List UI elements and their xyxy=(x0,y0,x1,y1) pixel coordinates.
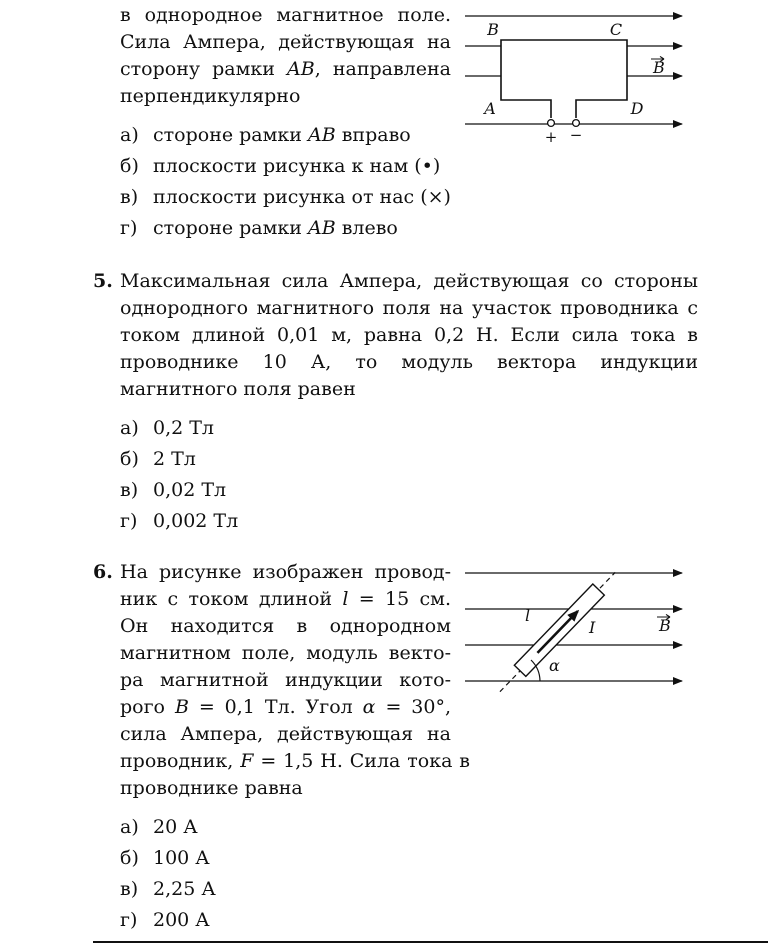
question-5 xyxy=(93,268,698,535)
corner-label-D: D xyxy=(630,99,644,118)
option-row-a xyxy=(120,122,451,149)
option-row-a xyxy=(120,415,698,442)
option-text: 20 А xyxy=(153,816,198,838)
conductor-in-field-diagram xyxy=(463,561,698,721)
option-row-b xyxy=(120,845,698,872)
question-body: На рисунке изображен проводник с током длиной l = 15 см. Он находится в однородном магнитном поле, модуль вектора магнитной индукции которого B = 0,1 Тл. Угол α = 30°, сила Ампера, действующая на проводник, F = 1,5 Н. Сила тока в проводнике равна xyxy=(120,561,470,799)
option-letter: г) xyxy=(120,217,138,239)
option-text: 2 Тл xyxy=(153,448,196,470)
question-6-text xyxy=(93,559,470,802)
option-row-g xyxy=(120,215,698,242)
option-letter: г) xyxy=(120,510,138,532)
terminal-plus-circle xyxy=(548,120,555,127)
question-body: Максимальная сила Ампера, действующая со стороны однородного магнитного поля на участок проводника с током длиной 0,01 м, равна 0,2 Н. Если сила тока в проводнике 10 А, то модуль вектора индукции магнитного поля равен xyxy=(120,270,698,400)
option-letter: в) xyxy=(120,878,139,900)
plus-sign: + xyxy=(544,128,558,146)
question-4-continuation xyxy=(93,2,698,242)
option-text: плоскости рисунка от нас (×) xyxy=(153,186,451,208)
figure-frame-in-field xyxy=(463,4,698,156)
corner-label-B: B xyxy=(487,20,499,39)
current-label: I xyxy=(589,618,596,637)
frame-interior xyxy=(501,40,627,100)
option-text: 100 А xyxy=(153,847,210,869)
option-letter: а) xyxy=(120,124,139,146)
option-text: стороне рамки AB вправо xyxy=(153,124,411,146)
question-6-options xyxy=(120,814,698,934)
frame-in-field-diagram xyxy=(463,4,698,156)
minus-sign: − xyxy=(569,126,583,144)
angle-label: α xyxy=(549,656,560,675)
question-number: 5. xyxy=(93,270,113,292)
option-letter: а) xyxy=(120,417,139,439)
option-letter: б) xyxy=(120,155,139,177)
option-letter: б) xyxy=(120,448,139,470)
question-4-text: в однородное магнитное поле. Сила Ампера, действующая на сторону рамки AB, направлена перпендикулярно xyxy=(120,4,451,107)
option-text: 200 А xyxy=(153,909,210,931)
option-text: 2,25 А xyxy=(153,878,216,900)
option-text: 0,2 Тл xyxy=(153,417,214,439)
option-row-v xyxy=(120,876,698,903)
page-bottom-rule xyxy=(93,941,768,943)
option-row-b xyxy=(120,153,451,180)
option-letter: в) xyxy=(120,186,139,208)
option-text: стороне рамки AB влево xyxy=(153,217,398,239)
corner-label-A: A xyxy=(484,99,496,118)
question-5-text xyxy=(93,268,698,403)
figure-conductor-in-field xyxy=(463,561,698,721)
question-6 xyxy=(93,559,698,934)
option-row-v xyxy=(120,477,698,504)
field-vector-label: B xyxy=(653,58,665,77)
option-row-b xyxy=(120,446,698,473)
option-text: 0,002 Тл xyxy=(153,510,239,532)
option-row-g xyxy=(120,508,698,535)
option-row-v xyxy=(120,184,698,211)
question-number: 6. xyxy=(93,561,113,583)
option-letter: б) xyxy=(120,847,139,869)
option-row-a xyxy=(120,814,698,841)
question-5-options xyxy=(120,415,698,535)
corner-label-C: C xyxy=(609,20,623,39)
option-letter: а) xyxy=(120,816,139,838)
field-vector-label: B xyxy=(659,616,671,635)
current-arrow xyxy=(537,611,577,653)
option-row-g xyxy=(120,907,698,934)
conductor-rod-group xyxy=(494,567,621,698)
length-label: l xyxy=(525,606,531,625)
option-letter: г) xyxy=(120,909,138,931)
option-text: плоскости рисунка к нам (•) xyxy=(153,155,441,177)
option-text: 0,02 Тл xyxy=(153,479,227,501)
option-letter: в) xyxy=(120,479,139,501)
